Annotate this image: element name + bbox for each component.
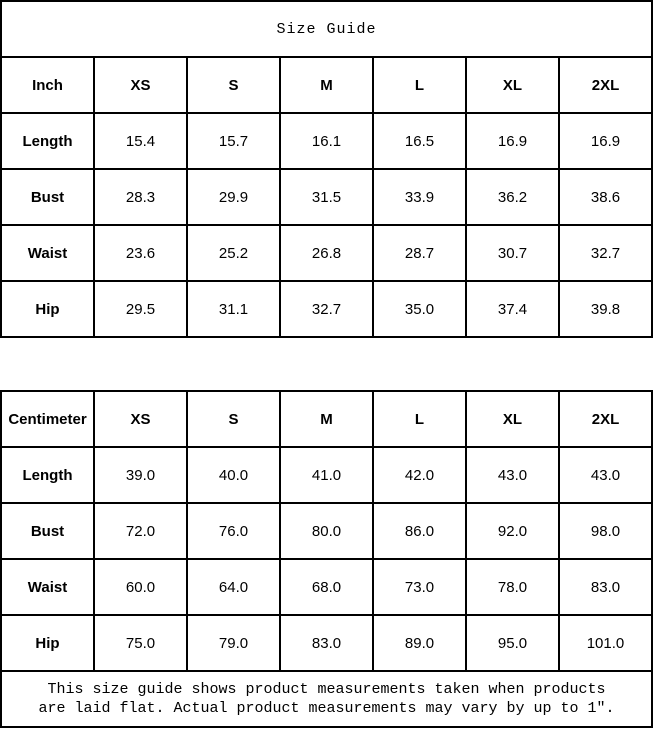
centimeter-header-row (1, 391, 652, 447)
table-row (1, 281, 652, 337)
table-cell: 43.0 (559, 447, 652, 503)
table-cell: 25.2 (187, 225, 280, 281)
table-cell: 98.0 (559, 503, 652, 559)
row-label-bust: Bust (1, 169, 94, 225)
table-cell: 89.0 (373, 615, 466, 671)
table-cell: 33.9 (373, 169, 466, 225)
page-title: Size Guide (1, 1, 652, 57)
table-cell: 39.8 (559, 281, 652, 337)
table-cell: 36.2 (466, 169, 559, 225)
table-row (1, 113, 652, 169)
footer-row (1, 671, 652, 727)
column-header-xl: XL (466, 391, 559, 447)
table-row (1, 169, 652, 225)
table-cell: 26.8 (280, 225, 373, 281)
table-cell: 29.5 (94, 281, 187, 337)
title-row (1, 1, 652, 57)
table-cell: 32.7 (280, 281, 373, 337)
table-cell: 75.0 (94, 615, 187, 671)
column-header-2xl: 2XL (559, 391, 652, 447)
table-cell: 30.7 (466, 225, 559, 281)
table-cell: 23.6 (94, 225, 187, 281)
table-cell: 37.4 (466, 281, 559, 337)
table-cell: 32.7 (559, 225, 652, 281)
column-header-m: M (280, 57, 373, 113)
table-cell: 28.3 (94, 169, 187, 225)
table-cell: 64.0 (187, 559, 280, 615)
table-cell: 73.0 (373, 559, 466, 615)
table-cell: 15.7 (187, 113, 280, 169)
table-cell: 78.0 (466, 559, 559, 615)
table-cell: 40.0 (187, 447, 280, 503)
table-cell: 101.0 (559, 615, 652, 671)
table-cell: 76.0 (187, 503, 280, 559)
table-cell: 83.0 (280, 615, 373, 671)
table-cell: 41.0 (280, 447, 373, 503)
inch-header-row (1, 57, 652, 113)
table-cell: 42.0 (373, 447, 466, 503)
table-cell: 92.0 (466, 503, 559, 559)
column-header-xs: XS (94, 391, 187, 447)
table-cell: 43.0 (466, 447, 559, 503)
table-row (1, 503, 652, 559)
centimeter-size-table (0, 390, 653, 728)
table-cell: 16.9 (466, 113, 559, 169)
inch-size-table (0, 0, 653, 338)
table-cell: 29.9 (187, 169, 280, 225)
table-cell: 31.1 (187, 281, 280, 337)
table-row (1, 225, 652, 281)
column-header-inch: Inch (1, 57, 94, 113)
table-row (1, 615, 652, 671)
footer-note (1, 671, 652, 727)
table-cell: 38.6 (559, 169, 652, 225)
table-cell: 60.0 (94, 559, 187, 615)
column-header-xl: XL (466, 57, 559, 113)
column-header-s: S (187, 391, 280, 447)
column-header-l: L (373, 391, 466, 447)
table-cell: 80.0 (280, 503, 373, 559)
row-label-length: Length (1, 447, 94, 503)
table-cell: 35.0 (373, 281, 466, 337)
row-label-waist: Waist (1, 559, 94, 615)
footer-note-line2: are laid flat. Actual product measurements may vary by up to 1″. (38, 700, 615, 717)
table-cell: 86.0 (373, 503, 466, 559)
table-cell: 39.0 (94, 447, 187, 503)
table-cell: 16.9 (559, 113, 652, 169)
table-cell: 72.0 (94, 503, 187, 559)
table-cell: 83.0 (559, 559, 652, 615)
table-cell: 28.7 (373, 225, 466, 281)
table-cell: 68.0 (280, 559, 373, 615)
table-cell: 16.5 (373, 113, 466, 169)
table-cell: 95.0 (466, 615, 559, 671)
column-header-centimeter: Centimeter (1, 391, 94, 447)
row-label-hip: Hip (1, 615, 94, 671)
column-header-m: M (280, 391, 373, 447)
footer-note-line1: This size guide shows product measurements taken when products (47, 681, 606, 698)
column-header-2xl: 2XL (559, 57, 652, 113)
table-cell: 79.0 (187, 615, 280, 671)
column-header-s: S (187, 57, 280, 113)
column-header-xs: XS (94, 57, 187, 113)
row-label-waist: Waist (1, 225, 94, 281)
table-row (1, 559, 652, 615)
table-gap (0, 338, 653, 390)
row-label-length: Length (1, 113, 94, 169)
table-cell: 15.4 (94, 113, 187, 169)
table-cell: 31.5 (280, 169, 373, 225)
table-row (1, 447, 652, 503)
row-label-bust: Bust (1, 503, 94, 559)
column-header-l: L (373, 57, 466, 113)
table-cell: 16.1 (280, 113, 373, 169)
row-label-hip: Hip (1, 281, 94, 337)
